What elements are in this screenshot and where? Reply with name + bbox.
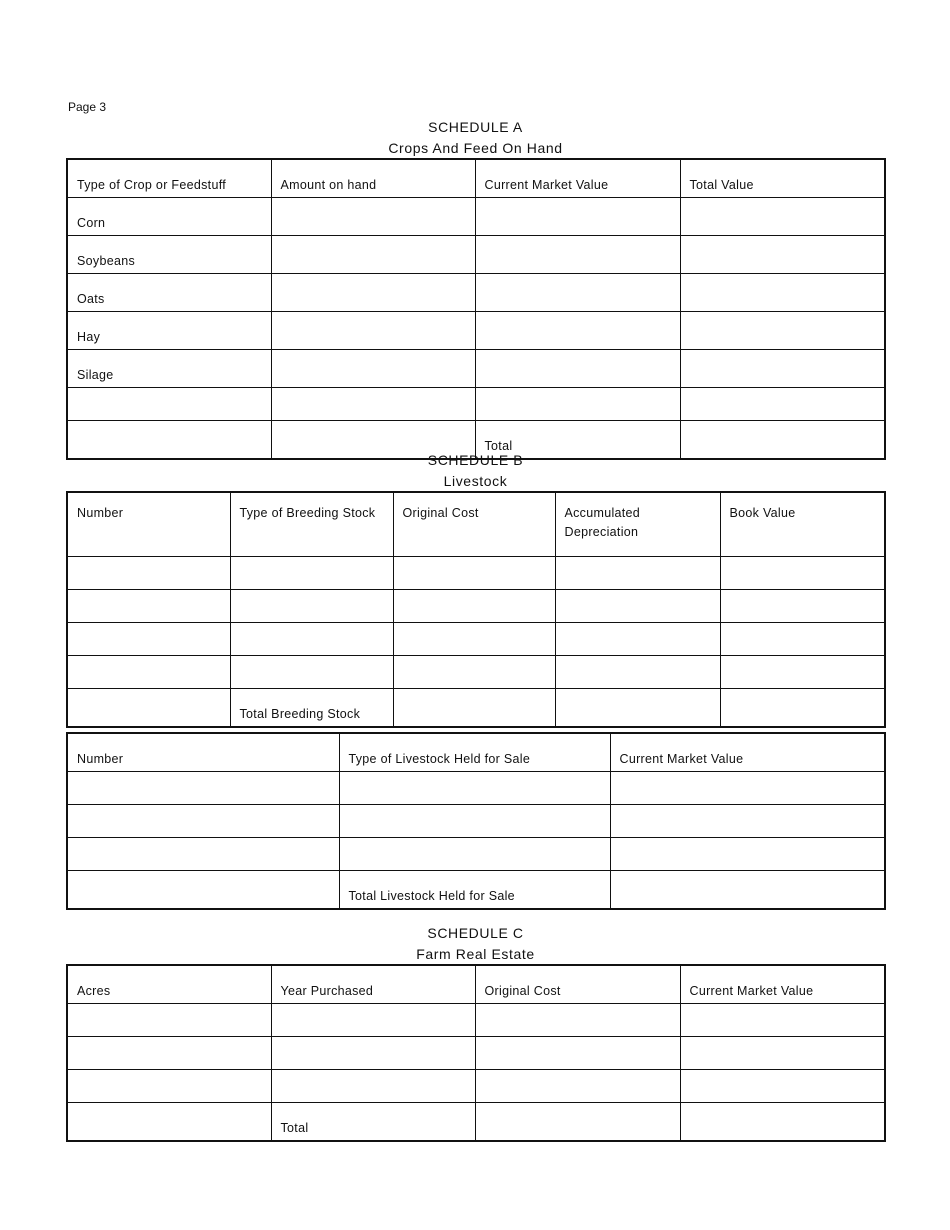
original-cost-cell[interactable] <box>393 557 555 590</box>
year-purchased-cell[interactable] <box>271 1070 475 1103</box>
schedule-a-header <box>67 117 884 159</box>
total-label: Total Livestock Held for Sale <box>339 871 610 910</box>
market-value-cell[interactable] <box>610 772 885 805</box>
total-label: Total <box>271 1103 475 1142</box>
column-header: Current Market Value <box>610 733 885 772</box>
column-header: Current Market Value <box>680 965 885 1004</box>
book-value-cell[interactable] <box>720 623 885 656</box>
table-row <box>67 838 885 871</box>
breeding-stock-table <box>66 491 886 728</box>
market-value-cell[interactable] <box>680 1004 885 1037</box>
table-row <box>67 236 885 274</box>
crop-label: Silage <box>67 350 271 388</box>
crop-label: Oats <box>67 274 271 312</box>
original-cost-cell[interactable] <box>475 1037 680 1070</box>
market-value-cell[interactable] <box>475 198 680 236</box>
table-row <box>67 312 885 350</box>
table-header-row <box>67 492 885 557</box>
total-value-cell[interactable] <box>680 312 885 350</box>
livestock-for-sale-table <box>66 732 886 910</box>
column-header: Total Value <box>680 159 885 198</box>
column-header: Accumulated Depreciation <box>555 492 720 557</box>
number-cell[interactable] <box>67 772 339 805</box>
number-cell[interactable] <box>67 656 230 689</box>
schedule-c-table <box>66 964 886 1142</box>
original-cost-cell[interactable] <box>393 590 555 623</box>
amount-cell[interactable] <box>271 274 475 312</box>
number-cell[interactable] <box>67 623 230 656</box>
table-header-row <box>67 159 885 198</box>
empty-cell <box>67 871 339 910</box>
table-row <box>67 772 885 805</box>
column-header: Acres <box>67 965 271 1004</box>
schedule-b-header <box>67 450 884 492</box>
livestock-type-cell[interactable] <box>339 838 610 871</box>
table-row <box>67 1004 885 1037</box>
table-header-row <box>67 733 885 772</box>
page-number: Page 3 <box>68 100 107 114</box>
number-cell[interactable] <box>67 590 230 623</box>
total-value-cell[interactable] <box>680 274 885 312</box>
table-row <box>67 198 885 236</box>
total-row <box>67 871 885 910</box>
crop-label: Corn <box>67 198 271 236</box>
amount-cell[interactable] <box>271 236 475 274</box>
column-header: Book Value <box>720 492 885 557</box>
column-header: Amount on hand <box>271 159 475 198</box>
column-header: Original Cost <box>475 965 680 1004</box>
schedule-a-title: SCHEDULE A <box>428 119 523 135</box>
column-header: Type of Crop or Feedstuff <box>67 159 271 198</box>
total-original-cost-cell[interactable] <box>393 689 555 728</box>
book-value-cell[interactable] <box>720 557 885 590</box>
depreciation-cell[interactable] <box>555 590 720 623</box>
book-value-cell[interactable] <box>720 656 885 689</box>
schedule-c-title: SCHEDULE C <box>427 925 524 941</box>
book-value-cell[interactable] <box>720 590 885 623</box>
depreciation-cell[interactable] <box>555 557 720 590</box>
market-value-cell[interactable] <box>680 1037 885 1070</box>
original-cost-cell[interactable] <box>393 623 555 656</box>
market-value-cell[interactable] <box>610 838 885 871</box>
column-header: Number <box>67 492 230 557</box>
breeding-type-cell[interactable] <box>230 557 393 590</box>
number-cell[interactable] <box>67 838 339 871</box>
acres-cell[interactable] <box>67 1004 271 1037</box>
market-value-cell[interactable] <box>475 274 680 312</box>
total-value-cell[interactable] <box>680 350 885 388</box>
acres-cell[interactable] <box>67 1070 271 1103</box>
empty-cell <box>67 1103 271 1142</box>
amount-cell[interactable] <box>271 198 475 236</box>
schedule-c-subtitle: Farm Real Estate <box>416 946 535 962</box>
amount-cell[interactable] <box>271 350 475 388</box>
total-original-cost-cell[interactable] <box>475 1103 680 1142</box>
column-header: Type of Livestock Held for Sale <box>339 733 610 772</box>
table-row <box>67 1037 885 1070</box>
crop-label[interactable] <box>67 388 271 421</box>
breeding-type-cell[interactable] <box>230 656 393 689</box>
total-row <box>67 689 885 728</box>
original-cost-cell[interactable] <box>393 656 555 689</box>
table-header-row <box>67 965 885 1004</box>
amount-cell[interactable] <box>271 312 475 350</box>
table-row <box>67 388 885 421</box>
livestock-type-cell[interactable] <box>339 805 610 838</box>
table-row <box>67 805 885 838</box>
table-row <box>67 557 885 590</box>
breeding-type-cell[interactable] <box>230 623 393 656</box>
schedule-a-subtitle: Crops And Feed On Hand <box>388 140 563 156</box>
number-cell[interactable] <box>67 557 230 590</box>
table-row <box>67 350 885 388</box>
table-row <box>67 623 885 656</box>
total-value-cell[interactable] <box>680 388 885 421</box>
total-market-value-cell[interactable] <box>680 1103 885 1142</box>
market-value-cell[interactable] <box>680 1070 885 1103</box>
total-row <box>67 1103 885 1142</box>
table-row <box>67 274 885 312</box>
total-depreciation-cell[interactable] <box>555 689 720 728</box>
market-value-cell[interactable] <box>610 805 885 838</box>
original-cost-cell[interactable] <box>475 1004 680 1037</box>
market-value-cell[interactable] <box>475 312 680 350</box>
column-header: Current Market Value <box>475 159 680 198</box>
table-row <box>67 1070 885 1103</box>
empty-cell <box>67 689 230 728</box>
total-value-cell[interactable] <box>680 236 885 274</box>
year-purchased-cell[interactable] <box>271 1037 475 1070</box>
column-header: Type of Breeding Stock <box>230 492 393 557</box>
schedule-a-table <box>66 158 886 460</box>
schedule-b-title: SCHEDULE B <box>427 452 524 468</box>
schedule-c-header <box>67 923 884 965</box>
total-value-cell[interactable] <box>680 198 885 236</box>
table-row <box>67 590 885 623</box>
acres-cell[interactable] <box>67 1037 271 1070</box>
crop-label: Soybeans <box>67 236 271 274</box>
original-cost-cell[interactable] <box>475 1070 680 1103</box>
market-value-cell[interactable] <box>475 236 680 274</box>
livestock-type-cell[interactable] <box>339 772 610 805</box>
number-cell[interactable] <box>67 805 339 838</box>
market-value-cell[interactable] <box>475 350 680 388</box>
total-label: Total Breeding Stock <box>230 689 393 728</box>
breeding-type-cell[interactable] <box>230 590 393 623</box>
total-label: Total <box>475 421 680 460</box>
column-header: Year Purchased <box>271 965 475 1004</box>
schedule-b-subtitle: Livestock <box>443 473 508 489</box>
depreciation-cell[interactable] <box>555 656 720 689</box>
year-purchased-cell[interactable] <box>271 1004 475 1037</box>
column-header: Number <box>67 733 339 772</box>
amount-cell[interactable] <box>271 388 475 421</box>
column-header: Original Cost <box>393 492 555 557</box>
total-book-value-cell[interactable] <box>720 689 885 728</box>
total-market-value-cell[interactable] <box>610 871 885 910</box>
crop-label: Hay <box>67 312 271 350</box>
market-value-cell[interactable] <box>475 388 680 421</box>
table-row <box>67 656 885 689</box>
depreciation-cell[interactable] <box>555 623 720 656</box>
